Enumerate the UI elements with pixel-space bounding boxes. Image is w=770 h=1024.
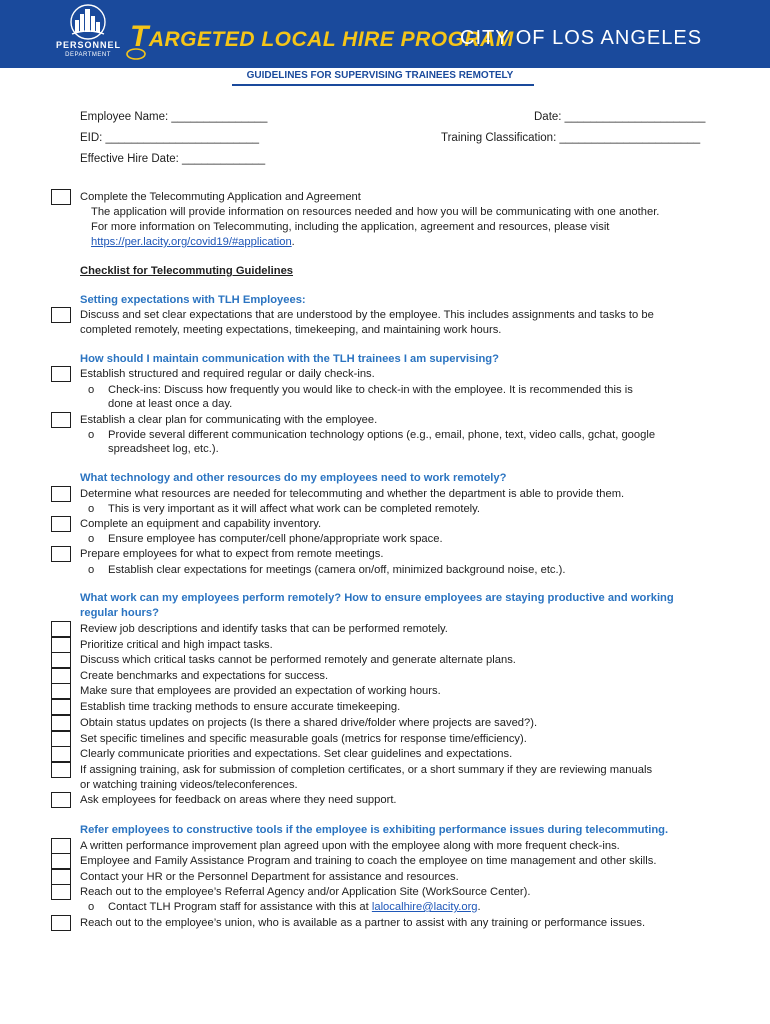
s5-item1: A written performance improvement plan agreed upon with the employee along with more frequent check-ins. — [80, 840, 620, 852]
section-4-heading-line1: What work can my employees perform remotely? How to ensure employees are staying productive and working — [80, 592, 674, 604]
checkbox-s5-item2[interactable] — [51, 853, 71, 869]
checkbox-s3-item3[interactable] — [51, 546, 71, 562]
program-title-rest: ARGETED LOCAL HIRE PROGRAM — [148, 28, 514, 51]
swoosh-icon — [125, 47, 147, 61]
intro-link-line — [91, 235, 295, 250]
checkbox-s5-item1[interactable] — [51, 838, 71, 854]
s3-item1-sub — [88, 502, 480, 517]
s5-item4-sub — [88, 900, 481, 915]
s4-item9: Clearly communicate priorities and expectations. Set clear guidelines and expectations. — [80, 748, 513, 760]
s3-item3-sub — [88, 563, 565, 578]
s2-item1-sub — [88, 383, 633, 398]
s5-item4-sub-text: Contact TLH Program staff for assistance with this at — [108, 901, 369, 913]
intro-link-suffix: . — [291, 236, 295, 248]
checkbox-s4-item5[interactable] — [51, 683, 71, 699]
s3-item2-sub-text: Ensure employee has computer/cell phone/appropriate work space. — [108, 533, 443, 545]
document-subtitle: GUIDELINES FOR SUPERVISING TRAINEES REMOTELY — [246, 70, 514, 81]
bullet-icon: o — [88, 533, 95, 545]
checkbox-s4-item4[interactable] — [51, 668, 71, 684]
checkbox-telecommuting-application[interactable] — [51, 189, 71, 205]
s4-item3: Discuss which critical tasks cannot be performed remotely and generate alternate plans. — [80, 654, 516, 666]
checklist-title: Checklist for Telecommuting Guidelines — [80, 265, 294, 277]
page-header — [0, 0, 770, 68]
bullet-icon: o — [88, 564, 95, 576]
bullet-icon: o — [88, 429, 95, 441]
checkbox-s5-item3[interactable] — [51, 869, 71, 885]
section-5-heading: Refer employees to constructive tools if the employee is exhibiting performance issues during telecommuting. — [80, 824, 669, 836]
checkbox-s4-item9[interactable] — [51, 746, 71, 762]
s4-item2: Prioritize critical and high impact tasks. — [80, 639, 273, 651]
s2-item1: Establish structured and required regular or daily check-ins. — [80, 368, 375, 380]
s3-item1: Determine what resources are needed for telecommuting and whether the department is able to provide them. — [80, 488, 625, 500]
s3-item3: Prepare employees for what to expect from remote meetings. — [80, 548, 384, 560]
checkbox-s4-item2[interactable] — [51, 637, 71, 653]
checkbox-s5-item5[interactable] — [51, 915, 71, 931]
s3-item1-sub-text: This is very important as it will affect what work can be completed remotely. — [108, 503, 481, 515]
training-classification-field[interactable]: Training Classification: ______________________ — [441, 132, 701, 144]
s2-item2-sub-line1: Provide several different communication technology options (e.g., email, phone, text, video calls, gchat, google — [108, 429, 656, 441]
s4-item10-line1: If assigning training, ask for submission of completion certificates, or a short summary if they are reviewing manuals — [80, 764, 653, 776]
checkbox-s4-item6[interactable] — [51, 699, 71, 715]
s5-item4-sub-suffix: . — [477, 901, 481, 913]
s4-item10-line2: or watching training videos/teleconferences. — [80, 779, 298, 791]
s4-item1: Review job descriptions and identify tasks that can be performed remotely. — [80, 623, 448, 635]
checkbox-s2-item1[interactable] — [51, 366, 71, 382]
checkbox-s4-item7[interactable] — [51, 715, 71, 731]
s4-item6: Establish time tracking methods to ensure accurate timekeeping. — [80, 701, 401, 713]
bullet-icon: o — [88, 503, 95, 515]
program-title — [130, 20, 514, 53]
s1-item1-line2: completed remotely, meeting expectations, timekeeping, and maintaining work hours. — [80, 324, 502, 336]
city-name: CITY OF LOS ANGELES — [460, 27, 703, 49]
s5-item4: Reach out to the employee’s Referral Agency and/or Application Site (WorkSource Center). — [80, 886, 531, 898]
s4-item4: Create benchmarks and expectations for success. — [80, 670, 329, 682]
logo-line-2: DEPARTMENT — [65, 52, 111, 58]
section-4-heading-line2: regular hours? — [80, 607, 159, 619]
s2-item2-sub — [88, 428, 655, 443]
section-1-heading: Setting expectations with TLH Employees: — [80, 294, 306, 306]
personnel-department-logo — [56, 4, 120, 62]
intro-item: Complete the Telecommuting Application and Agreement — [80, 191, 361, 203]
intro-line-1: The application will provide information on resources needed and how you will be communicating with one another. — [91, 206, 660, 218]
checkbox-s4-item8[interactable] — [51, 731, 71, 747]
checkbox-s4-item11[interactable] — [51, 792, 71, 808]
s2-item2: Establish a clear plan for communicating with the employee. — [80, 414, 378, 426]
employee-name-field[interactable]: Employee Name: _______________ — [80, 111, 268, 123]
s1-item1-line1: Discuss and set clear expectations that are understood by the employee. This includes assignments and tasks to be — [80, 309, 654, 321]
checkbox-s2-item2[interactable] — [51, 412, 71, 428]
bullet-icon: o — [88, 384, 95, 396]
s3-item2: Complete an equipment and capability inventory. — [80, 518, 322, 530]
s3-item2-sub — [88, 532, 443, 547]
s4-item11: Ask employees for feedback on areas where they need support. — [80, 794, 397, 806]
lalocalhire-email-link[interactable]: lalocalhire@lacity.org — [371, 901, 478, 913]
s5-item3: Contact your HR or the Personnel Department for assistance and resources. — [80, 871, 459, 883]
application-link[interactable]: https://per.lacity.org/covid19/#application — [91, 236, 292, 248]
section-2-heading: How should I maintain communication with the TLH trainees I am supervising? — [80, 353, 499, 365]
s4-item5: Make sure that employees are provided an expectation of working hours. — [80, 685, 441, 697]
checkbox-s3-item1[interactable] — [51, 486, 71, 502]
s5-item5: Reach out to the employee’s union, who is available as a partner to assist with any training or performance issues. — [80, 917, 646, 929]
program-title-initial: T — [130, 20, 149, 53]
checkbox-s4-item3[interactable] — [51, 652, 71, 668]
date-field[interactable]: Date: ______________________ — [534, 111, 706, 123]
logo-line-1: PERSONNEL — [56, 40, 122, 50]
effective-hire-date-field[interactable]: Effective Hire Date: _____________ — [80, 153, 266, 165]
checkbox-s4-item1[interactable] — [51, 621, 71, 637]
s2-item2-sub-line2: spreadsheet log, etc.). — [108, 443, 219, 455]
s3-item3-sub-text: Establish clear expectations for meetings (camera on/off, minimized background noise, etc.). — [108, 564, 566, 576]
intro-line-2: For more information on Telecommuting, including the application, agreement and resources, please visit — [91, 221, 610, 233]
s2-item1-sub-line2: done at least once a day. — [108, 398, 233, 410]
s4-item7: Obtain status updates on projects (Is there a shared drive/folder where projects are saved?). — [80, 717, 538, 729]
checkbox-s3-item2[interactable] — [51, 516, 71, 532]
eid-field[interactable]: EID: ________________________ — [80, 132, 260, 144]
bullet-icon: o — [88, 901, 95, 913]
checkbox-s1-item1[interactable] — [51, 307, 71, 323]
checkbox-s5-item4[interactable] — [51, 884, 71, 900]
s4-item8: Set specific timelines and specific measurable goals (metrics for response time/efficiency). — [80, 733, 527, 745]
checkbox-s4-item10[interactable] — [51, 762, 71, 778]
s2-item1-sub-line1: Check-ins: Discuss how frequently you would like to check-in with the employee. It is recommended this is — [108, 384, 633, 396]
section-3-heading: What technology and other resources do my employees need to work remotely? — [80, 472, 507, 484]
s5-item2: Employee and Family Assistance Program and training to coach the employee on time management and other skills. — [80, 855, 657, 867]
city-skyline-icon — [64, 4, 112, 40]
